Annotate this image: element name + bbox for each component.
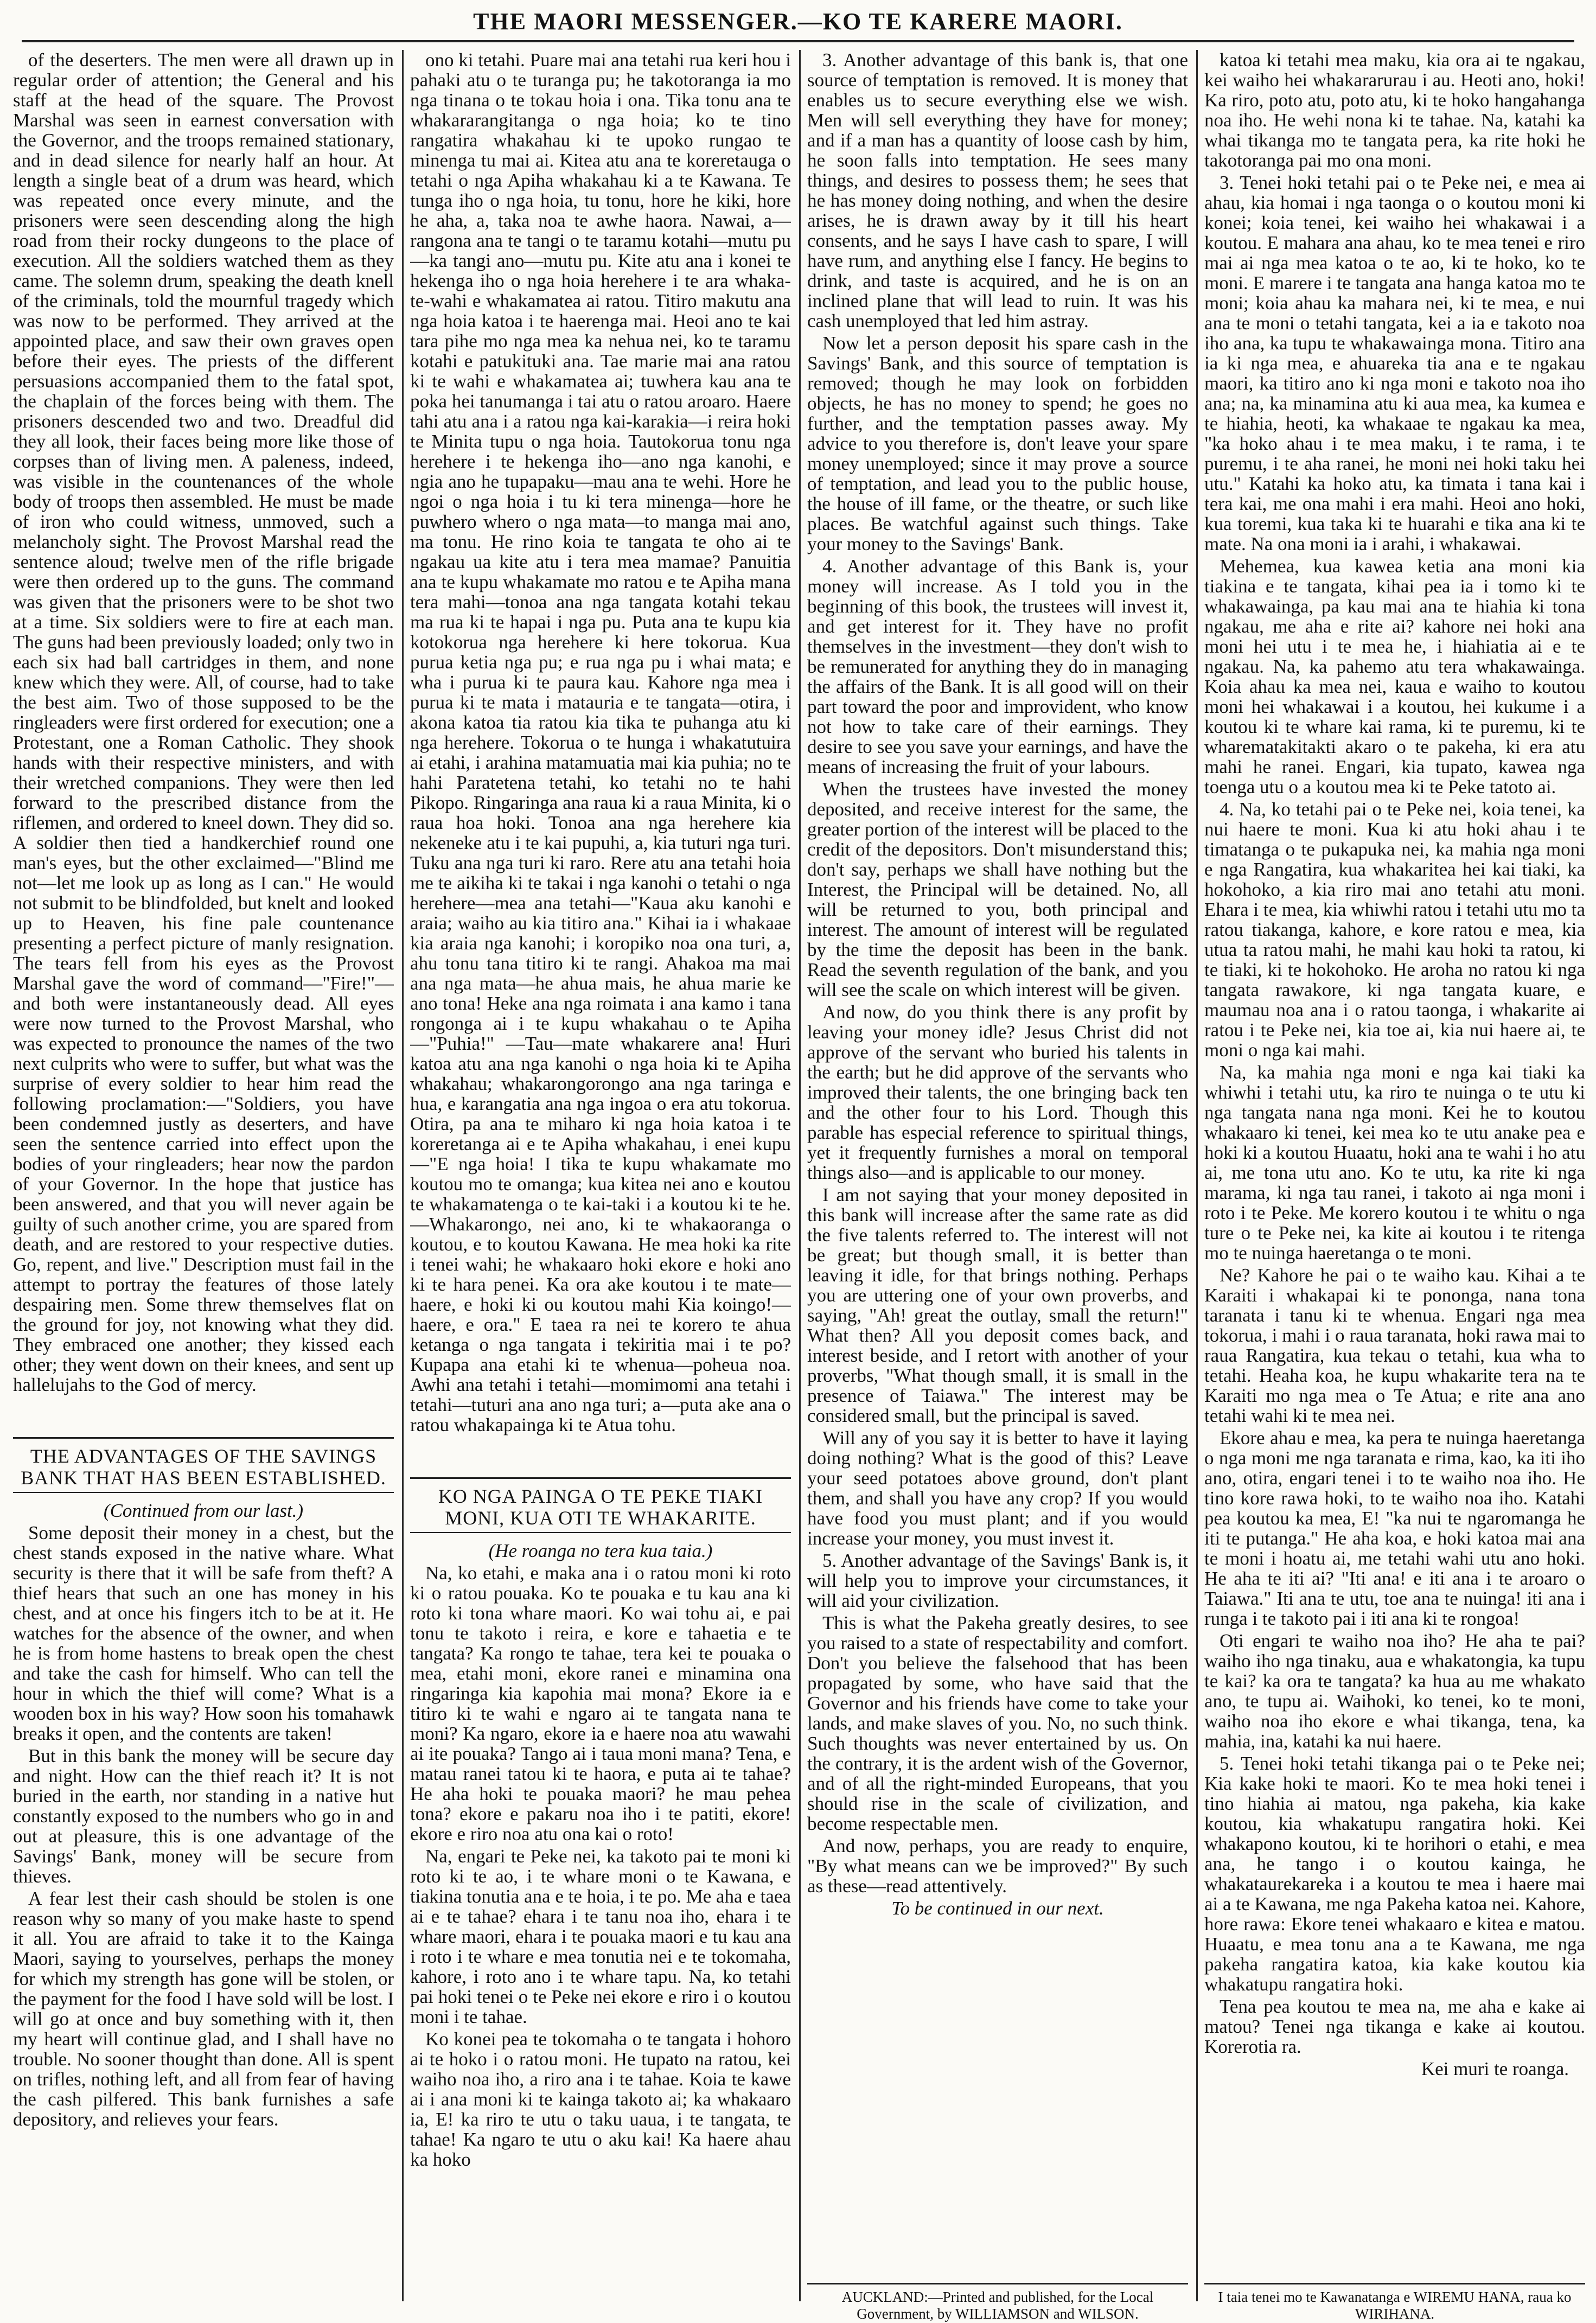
article-paragraph: 5. Tenei hoki tetahi tikanga pai o te Peke nei; Kia kake hoki te maori. Ko te mea hoki tenei i tino hiahia ai matou, nga pakeha, kia kake koutou, kia whakatupu rangatira hoki. Kei whakapono koutou, ki te horihori o etahi, e mea ana, he tango i o koutou kainga, he whakataurekareka i a koutou te mea i haere mai ai a te Kawana, me nga Pakeha katoa nei. Kahore, hore rawa: Ekore tenei whakaaro e kitea e matou. Huaatu, e mea tonu ana a te Kawana, me nga pakeha rangatira katoa, kia kake koutou kia whakatupu rangatira hoki.	[1204, 1753, 1585, 1995]
article-paragraph: I am not saying that your money deposited in this bank will increase after the same rate as did the five talents referred to. The interest will not be great; but though small, it is better than leaving it idle, for that brings nothing. Perhaps you are uttering one of your own proverbs, and saying, "Ah! great the outlay, small the return!" What then? All you deposit comes back, and interest beside, and I retort with another of your proverbs, "What though small, it is small in the presence of Taiawa." The interest may be considered small, but the principal is saved.	[807, 1184, 1188, 1426]
article-paragraph: Ko konei pea te tokomaha o te tangata i hohoro ai te hoko i o ratou moni. He tupato na ratou, kei waiho noa iho, a riro ana i te tahae. Koia te kawe ai i ana moni ki te kainga takoto ai; ka whakaaro ia, E! ka riro te utu o taku uaua, i te tangata, te tahae! Ka ngaro te utu o aku kai! Ka haere ahau ka hoko	[410, 2028, 791, 2170]
article-paragraph: Some deposit their money in a chest, but the chest stands exposed in the native whare. What security is there that it will be safe from theft? A thief hears that such an one has money in his chest, and at once his fingers itch to be at it. He watches for the absence of the owner, and when he is from home hastens to break open the chest and take the cash for himself. Who can tell the hour in which the thief will come? What is a wooden box in his way? How soon his tomahawk breaks it open, and the contents are taken!	[13, 1522, 394, 1744]
article-paragraph: Mehemea, kua kawea ketia ana moni kia tiakina e te tangata, kihai pea ia i tomo ki te whakawainga, pa kau mai ana te hiahia ki tona ngakau, me aha e rite ai? kahore nei hoki ana moni hei utu i te mea he, i hiahiatia ai e te ngakau. Na, ka pahemo atu tera whakawainga. Koia ahau ka mea nei, kaua e waiho to koutou moni hei whakawai i a koutou, hei kukume i a koutou ki te whare kai rama, ki te puremu, ki te wharematakitakti akaro o te pakeha, ki era atu mahi he ranei. Engari, kia tupato, kawea nga toenga utu o a koutou mea ki te Peke tatoto ai.	[1204, 556, 1585, 797]
continued-note: To be continued in our next.	[891, 1898, 1104, 1919]
article-paragraph: Now let a person deposit his spare cash in the Savings' Bank, and this source of temptation is removed; though he may look on forbidden objects, he has no money to spend; he goes no further, and the temptation passes away. My advice to you therefore is, don't leave your spare money unemployed; since it may prove a source of temptation, and lead you to the public house, the house of ill fame, or the theatre, or such like places. Be watchful against such things. Take your money to the Savings' Bank.	[807, 333, 1188, 554]
article-paragraph: 3. Tenei hoki tetahi pai o te Peke nei, e mea ai ahau, kia homai i nga taonga o o koutou moni ki konei; koia tenei, kei waiho hei whakawai i a koutou. E mahara ana ahau, ko te mea tenei e riro mai ai nga mea katoa o te ao, ki te hoko, ko te moni. E marere i te tangata ana hanga katoa mo te moni; koia ahau ka mahara nei, ki te mea, e nui ana te moni o tetahi tangata, kei a ia e takoto noa iho ana, ka tupu te whakawainga mona. Titiro ana ia ki nga mea, e ahuareka tia ana e te ngakau maori, ka titiro ano ki nga moni e takoto noa iho ana; na, ka minamina atu ki aua mea, ka kumea e te hiahia, heoti, ka whakaae te ngakau ka mea, "ka hoko ahau i te mea maku, i te rama, i te puremu, i te aha ranei, he moni nei hoki taku hei utu." Katahi ka hoko atu, ka timata i tana kai i tera kai, me ona mahi i era mahi. Heoi ano hoki, kua toremi, kua taka ki te huarahi e tika ana ki te mate. Na ona moni ia i arahi, i whakawai.	[1204, 172, 1585, 554]
section-divider	[410, 1477, 791, 1479]
article-paragraph: 4. Another advantage of this Bank is, your money will increase. As I told you in the beginning of this book, the trustees will invest it, and get interest for it. They have no profit themselves in the investment—they don't wish to be remunerated for anything they do in managing the affairs of the Bank. It is all good will on their part toward the poor and improvident, who know not how to take care of their earnings. They desire to see you save your earnings, and have the means of increasing the fruit of your labours.	[807, 556, 1188, 777]
imprint-english: AUCKLAND:—Printed and published, for the Local Government, by WILLIAMSON and WILSON.	[807, 2283, 1188, 2322]
column-english-1	[13, 50, 394, 2296]
article-subheading: (Continued from our last.)	[103, 1500, 304, 1521]
article-heading: KO NGA PAINGA O TE PEKE TIAKI MONI, KUA OTI TE WHAKARITE.	[438, 1485, 763, 1529]
article-paragraph: A fear lest their cash should be stolen is one reason why so many of you make haste to spend it all. You are afraid to take it to the Kainga Maori, saying to yourselves, perhaps the money for which my strength has gone will be stolen, or the payment for the food I have sold will be lost. I will go at once and buy something with it, then my heart will continue glad, and I shall have no trouble. No sooner thought than done. All is spent on trifles, nothing left, and all from fear of having the cash pilfered. This bank furnishes a safe depository, and relieves your fears.	[13, 1888, 394, 2130]
article-paragraph: of the deserters. The men were all drawn up in regular order of attention; the General and his staff at the head of the square. The Provost Marshal was seen in earnest conversation with the Governor, and the troops remained stationary, and in dead silence for nearly half an hour. At length a single beat of a drum was heard, which was repeated once every minute, and the prisoners were seen descending along the high road from their rocky dungeons to the place of execution. All the soldiers watched them as they came. The solemn drum, speaking the death knell of the criminals, told the mournful tragedy which was now to be performed. They arrived at the appointed place, and saw their own graves open before their eyes. The priests of the different persuasions accompanied them to the fatal spot, the chaplain of the forces being with them. The prisoners descended two and two. Dreadful did they all look, their faces being more like those of corpses than of living men. A paleness, indeed, was visible in the countenances of the whole body of troops then assembled. He must be made of iron who could witness, unmoved, such a melancholy sight. The Provost Marshal read the sentence aloud; twelve men of the rifle brigade were then ordered up to the guns. The command was given that the prisoners were to be shot two at a time. Six soldiers were to fire at each man. The guns had been previously loaded; only two in each six had ball cartridges in them, and none knew which they were. All, of course, had to take the best aim. Two of those supposed to be the ringleaders were first ordered for execution; one a Protestant, one a Roman Catholic. They shook hands with their respective ministers, and with their wretched companions. They were then led forward to the prescribed distance from the riflemen, and ordered to kneel down. They did so. A soldier then tied a handkerchief round one man's eyes, but the other exclaimed—"Blind me not—let me look up as long as I can." He would not submit to be blindfolded, but knelt and looked up to Heaven, his fine pale countenance presenting a perfect picture of manly resignation. The tears fell from his eyes as the Provost Marshal gave the word of command—"Fire!"—and both were instantaneously dead. All eyes were now turned to the Provost Marshal, who was expected to pronounce the names of the two next culprits who were to suffer, but what was the surprise of every soldier to hear him read the following proclamation:—"Soldiers, you have been condemned justly as deserters, and have seen the sentence carried into effect upon the bodies of your ringleaders; hear now the pardon of your Governor. In the hope that justice has been answered, and that you will never again be guilty of such another crime, you are spared from death, and are restored to your respective duties. Go, repent, and live." Description must fail in the attempt to portray the features of those lately despairing men. Some threw themselves flat on the ground for joy, not knowing what they did. They embraced one another; they kissed each other; they went down on their knees, and sent up hallelujahs to the God of mercy.	[13, 50, 394, 1395]
column-rule	[1196, 50, 1198, 2301]
article-paragraph: Na, engari te Peke nei, ka takoto pai te moni ki roto ki te ao, i te whare moni o te Kawana, e tiakina tonutia ana e te hoia, i te po. Me aha e taea ai e te tahae? ehara i te tanu noa iho, ehara i te whare maori, ehara i te pouaka maori e tu kau ana i roto i te whare e mea tonutia nei e te tokomaha, kahore, i roto ano i te whare tapu. Na, ko tetahi pai hoki tenei o te Peke nei ekore e riro i o koutou moni i te tahae.	[410, 1846, 791, 2027]
column-rule	[402, 50, 404, 2301]
continued-note: Kei muri te roanga.	[1421, 2058, 1569, 2079]
column-maori-2	[1204, 50, 1585, 2296]
article-heading: THE ADVANTAGES OF THE SAVINGS BANK THAT HAS BEEN ESTABLISHED.	[21, 1445, 386, 1489]
article-subheading: (He roanga no tera kua taia.)	[488, 1540, 713, 1561]
article-paragraph: 3. Another advantage of this bank is, that one source of temptation is removed. It is money that enables us to secure everything else we wish. Men will sell everything they have for money; and if a man has a quantity of loose cash by him, he soon falls into temptation. He sees many things, and desires to possess them; he sees that he has money doing nothing, and when the desire arises, he is drawn away by it till his heart consents, and he says I have cash to spare, I will have rum, and anything else I fancy. He begins to drink, and taste is acquired, and he is on an inclined plane that will lead to ruin. It was his cash unemployed that led him astray.	[807, 50, 1188, 331]
column-maori-1	[410, 50, 791, 2296]
article-paragraph: Na, ko etahi, e maka ana i o ratou moni ki roto ki o ratou pouaka. Ko te pouaka e tu kau ana ki roto ki tona whare maori. Ko wai tohu ai, e pai tonu te takoto i reira, e kore e tahaetia e te tangata? Ka rongo te tahae, tera kei te pouaka o mea, etahi moni, ekore ranei e minamina ona ringaringa kia kapohia mai mona? Ekore ia e titiro ki te wahi e ngaro ai te tangata nana te moni? Ka ngaro, ekore ia e haere noa atu wawahi ai ite pouaka? Tango ai i taua moni mana? Tena, e matau ranei tatou ki te haora, e puta ai te tahae? He aha hoki te pouaka maori? he mau pehea tona? ekore e pakaru noa iho i te patiti, ekore! ekore e riro noa atu ona kai o roto!	[410, 1562, 791, 1845]
article-paragraph: 5. Another advantage of the Savings' Bank is, it will help you to improve your circumstances, it will aid your civilization.	[807, 1550, 1188, 1611]
article-paragraph: Oti engari te waiho noa iho? He aha te pai? waiho iho nga tinaku, aua e whakatongia, ka tupu te kai? ka ora te tangata? ka hua au me whakato ano, te tupu ai. Waihoki, ko tenei, ko te moni, waiho noa iho ekore e whai tikanga, tena, ka mahia, ina, katahi ka nui haere.	[1204, 1630, 1585, 1752]
article-paragraph: But in this bank the money will be secure day and night. How can the thief reach it? It is not buried in the earth, nor standing in a native hut constantly exposed to the numbers who go in and out at pleasure, this is one advantage of the Savings' Bank, money will be secure from thieves.	[13, 1745, 394, 1887]
column-english-2	[807, 50, 1188, 2296]
article-paragraph: Ekore ahau e mea, ka pera te nuinga haeretanga o nga moni me nga taranata e rima, kao, ka iti iho ano, otira, engari tenei i to te waiho noa iho. He tino kore rawa hoki, to te waiho noa iho. Katahi pea koutou ka mea, E! "ka nui te ngaromanga he iti te putanga." He aha koa, e hoki katoa mai ana te moni i hoatu ai, me tetahi wahi utu ano hoki. He aha te iti ai? "Iti ana! e iti ana i te aroaro o Taiawa." Iti ana te utu, toe ana te nuinga! iti ana i runga i te takoto pai i iti ana ki te rongoa!	[1204, 1427, 1585, 1629]
article-paragraph: This is what the Pakeha greatly desires, to see you raised to a state of respectability and comfort. Don't you believe the falsehood that has been propagated by some, who have said that the Governor and his friends have come to take your lands, and make slaves of you. No, no such think. Such thoughts was never entertained by us. On the contrary, it is the ardent wish of the Governor, and of all the right-minded Europeans, that you should rise in the scale of civilization, and become respectable men.	[807, 1612, 1188, 1834]
article-paragraph: 4. Na, ko tetahi pai o te Peke nei, koia tenei, ka nui haere te moni. Kua ki atu hoki ahau i te timatanga o te pukapuka nei, ka mahia nga moni e nga Rangatira, kua whakaritea hei kai tiaki, ka hokohoko, a kia riro mai ano tetahi atu moni. Ehara i te mea, kia whiwhi ratou i tetahi utu mo ta ratou tiakanga, kahore, e kore ratou e mea, kia utua ta ratou mahi, he mahi kau hoki ta ratou, ki te tiaki, ki te hokohoko. He aroha no ratou ki nga tangata rawakore, ki nga tangata kuare, e maumau noa ana i o ratou taonga, i whakarite ai ratou i te Peke nei, kia toe ai, kia nui haere ai, te moni o nga kai mahi.	[1204, 799, 1585, 1061]
masthead: THE MAORI MESSENGER.—KO TE KARERE MAORI.	[22, 8, 1574, 42]
column-rule	[799, 50, 801, 2301]
section-divider	[410, 1532, 791, 1533]
section-divider	[13, 1437, 394, 1439]
article-paragraph: And now, do you think there is any profit by leaving your money idle? Jesus Christ did not approve of the servant who buried his talents in the earth; but he did approve of the servants who improved their talents, the one bringing back ten and the other four to his Lord. Though this parable has especial reference to spiritual things, yet it frequently furnishes a moral on temporal things also—and is applicable to our money.	[807, 1001, 1188, 1183]
article-paragraph: Ne? Kahore he pai o te waiho kau. Kihai a te Karaiti i whakapai ki te pononga, nana tona taranata i tanu ki te whenua. Engari nga mea tokorua, i mahi i o raua taranata, hoki rawa mai to raua Rangatira, kua tekau o tetahi, kua wha to tetahi. Heaha koa, he kupu whakarite tera na te Karaiti mo nga mea o Te Atua; e rite ana ano tetahi wahi ki te mea nei.	[1204, 1265, 1585, 1426]
article-paragraph: And now, perhaps, you are ready to enquire, "By what means can we be improved?" By such as these—read attentively.	[807, 1835, 1188, 1897]
article-paragraph: Na, ka mahia nga moni e nga kai tiaki ka whiwhi i tetahi utu, ka riro te nuinga o te utu ki nga tangata nana nga moni. Kei he to koutou whakaaro ki tenei, kei mea ko te utu anake pea e hoki ki a koutou Huaatu, hoki ana te wahi i ho atu ai, me tona utu ano. Ko te utu, ka rite ki nga marama, ki nga tau ranei, i takoto ai nga moni i roto i te Peke. Me korero koutou i te whitu o nga ture o te Peke nei, ka kite ai koutou i te ritenga mo te nuinga haeretanga o te moni.	[1204, 1062, 1585, 1263]
article-paragraph: katoa ki tetahi mea maku, kia ora ai te ngakau, kei waiho hei whakararurau i au. Heoti ano, hoki! Ka riro, poto atu, poto atu, ki te hoko hangahanga noa iho. He wehi nona ki te tahae. Na, katahi ka whai tikanga mo te tangata pera, ka rite hoki he takotoranga pai mo ona moni.	[1204, 50, 1585, 171]
article-paragraph: When the trustees have invested the money deposited, and receive interest for the same, the greater portion of the interest will be placed to the credit of the depositors. Don't misunderstand this; don't say, perhaps we shall have nothing but the Interest, the Principal will be detained. No, all will be returned to you, both principal and interest. The amount of interest will be regulated by the time the deposit has been in the bank. Read the seventh regulation of the bank, and you will see the scale on which interest will be given.	[807, 778, 1188, 1000]
article-paragraph: ono ki tetahi. Puare mai ana tetahi rua keri hou i pahaki atu o te turanga pu; he takotoranga ia mo nga tinana o te tokau hoia i ona. Tika tonu ana te whakararangitanga o nga hoia; ko te tino rangatira whakahau ki te upoko rungao te minenga tu mai ai. Kitea atu ana te koreretauga o tetahi o nga Apiha whakahau ki a te Kawana. Te tunga iho o nga hoia, tu tonu, hore he kiki, hore he aha, a, taka noa te awhe haora. Nawai, a—rangona ana te tangi o te taramu kotahi—mutu pu—ka tangi ano—mutu pu. Kite atu ana i konei te hekenga iho o nga hoia herehere i te ara whaka-te-wahi e whakamatea ai ratou. Titiro makutu ana nga hoia katoa i te haerenga mai. Heoi ano te kai tara pihe mo nga mea ka nehua nei, ko te taramu kotahi e patukituki ana. Tae marie mai ana ratou ki te wahi e whakamatea ai; tuwhera kau ana te poka hei tanumanga i tai atu o ratou aroaro. Haere tahi atu ana i a ratou nga kai-karakia—i reira hoki te Minita tupu o nga hoia. Tautokorua tonu nga herehere i te hekenga iho—ano nga kanohi, e ngia ano he tupapaku—mau ana te wehi. Hore he ngoi o nga hoia i tu ki tera minenga—hore he puwhero whero o nga mata—to manga mai ano, ma tonu. He rino koia te tangata te oho ai te ngakau ua kite atu i tera mea mamae? Panuitia ana te kupu whakamate mo ratou e te Apiha mana tera mahi—tonoa ana nga tangata kotahi tekau ma rua ki te hapai i nga pu. Puta ana te kupu kia kotokorua nga herehere ki here tokorua. Kua purua ketia nga pu; e rua nga pu i whai mata; e wha i purua ki te paura kau. Kahore nga mea i purua ki te mata i matauria e te tangata—otira, i akona katoa tia ratou kia tika te puhanga atu ki nga herehere. Tokorua o te hunga i whakatutuira ai etahi, i arahina matamuatia mai kia puhia; no te hahi Paratetena tetahi, ko tetahi no te hahi Pikopo. Ringaringa ana raua ki a raua Minita, ki o raua hoa hoki. Tonoa ana nga herehere kia nekeneke atu i te kai pupuhi, a, kia tuturi nga turi. Tuku ana nga turi ki raro. Rere atu ana tetahi hoia me te aikiha ki te takai i nga kanohi o tetahi o nga herehere—mea ana tetahi—"Kaua aku kanohi e araia; waiho au kia titiro ana." Kihai ia i whakaae kia araia nga kanohi; i koropiko noa ona turi, a, ahu tonu tana titiro ki te rangi. Ahakoa ma mai ana nga mata—he ahua mais, he ahua marie ke ano tona! Heke ana nga roimata i ana kamo i tana rongonga ai i te kupu whakahau o te Apiha—"Puhia!" —Tau—mate whakarere ana! Huri katoa atu ana nga kanohi o nga hoia ki te Apiha whakahau; whakarongorongo ana nga taringa e hua, e karangatia ana nga ingoa o era atu tokorua. Otira, pa ana te miharo ki nga hoia katoa i te koreretanga ai e te Apiha whakahau, i enei kupu—"E nga hoia! I tika te kupu whakamate mo koutou mo te omanga; kua kitea nei ano e koutou te whakamatenga o te kai-taki i a koutou ki te he.—Whakarongo, nei ano, ki te whakaoranga o koutou, e to koutou Kawana. He mea hoki ka rite i tenei wahi; he whakaaro hoki ekore e hoki ano ki te hara penei. Ka ora ake koutou i te mate—haere, e hoki ki ou koutou mahi Kia koingo!—haere, e ora." E taea ra nei te korero te ahua ketanga o nga tangata i tekiritia mai i te po? Kupapa ana etahi ki te whenua—poheua noa. Awhi ana tetahi i tetahi—momimomi ana tetahi i tetahi—tuturi ana ano nga turi; a—puta ake ana o ratou whakapainga ki te Atua tohu.	[410, 50, 791, 1435]
section-divider	[13, 1492, 394, 1493]
article-paragraph: Tena pea koutou te mea na, me aha e kake ai matou? Tenei nga tikanga e kake ai koutou. Korerotia ra.	[1204, 1996, 1585, 2057]
article-paragraph: Will any of you say it is better to have it laying doing nothing? What is the good of this? Leave your seed potatoes above ground, don't plant them, and shall you have any crop? If you would have food you must plant; and if you would increase your money, you must invest it.	[807, 1427, 1188, 1549]
imprint-maori: I taia tenei mo te Kawanatanga e WIREMU HANA, raua ko WIRIHANA.	[1204, 2283, 1585, 2322]
